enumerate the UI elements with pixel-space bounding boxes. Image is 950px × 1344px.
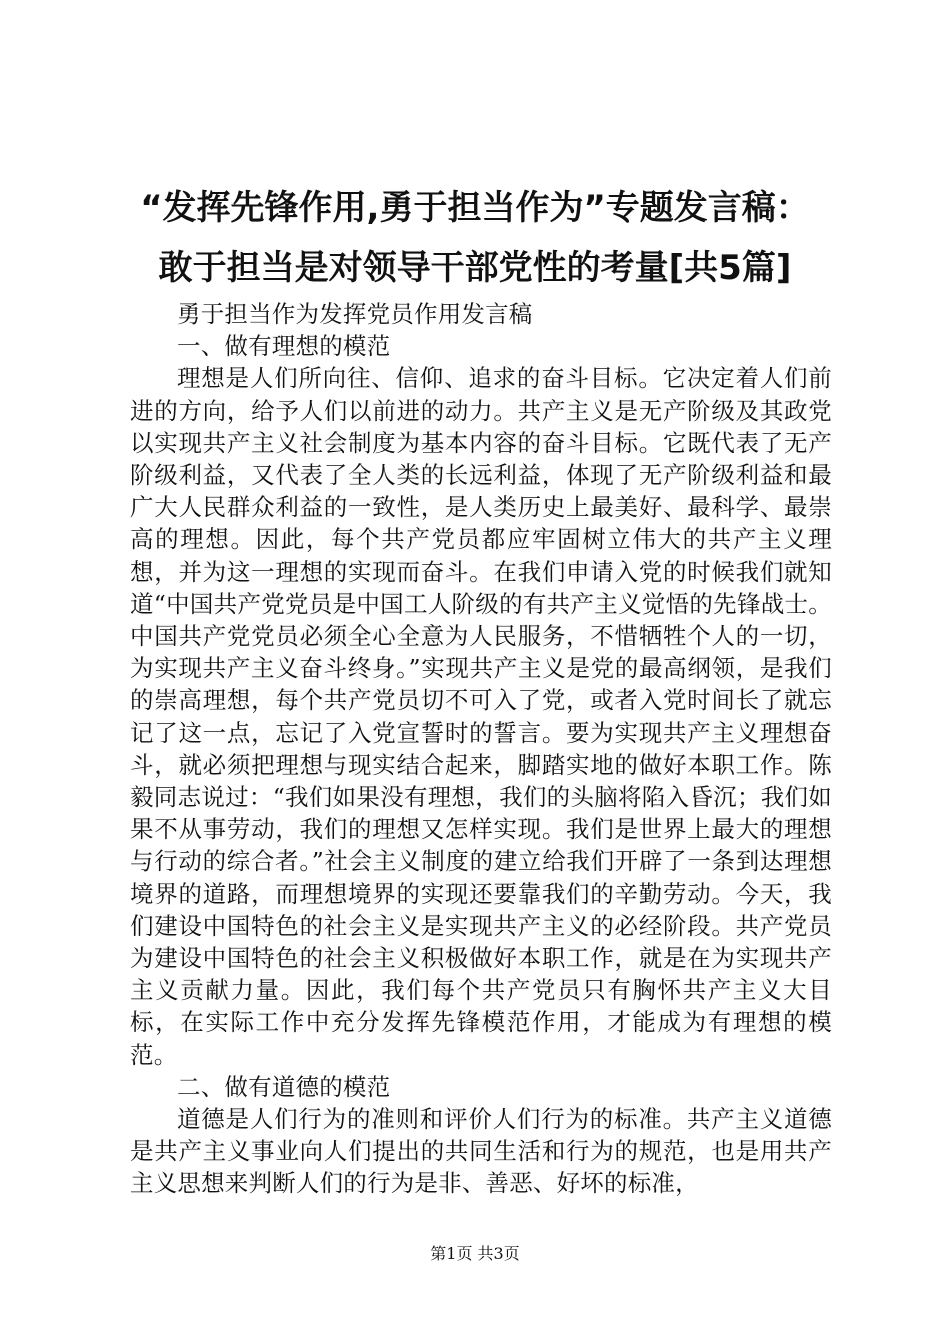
section-2-paragraph: 道德是人们行为的准则和评价人们行为的标准。共产主义道德是共产主义事业向人们提出的共同生活和行为的规范，也是用共产主义思想来判断人们的行为是非、善恶、好坏的标准， [130,1105,832,1198]
section-1-heading: 一、做有理想的模范 [177,332,391,361]
section-2-heading: 二、做有道德的模范 [177,1072,391,1101]
document-subtitle: 勇于担当作为发挥党员作用发言稿 [177,300,533,328]
section-1-paragraph: 理想是人们所向往、信仰、追求的奋斗目标。它决定着人们前进的方向，给予人们以前进的动力。共产主义是无产阶级及其政党以实现共产主义社会制度为基本内容的奋斗目标。它既代表了无产阶级利益，又代表了全人类的长远利益，体现了无产阶级利益和最广大人民群众利益的一致性，是人类历史上最美好、最科学、最崇高的理想。因此，每个共产党员都应牢固树立伟大的共产主义理想，并为这一理想的实现而奋斗。在我们申请入党的时候我们就知道“中国共产党党员是中国工人阶级的有共产主义觉悟的先锋战士。中国共产党党员必须全心全意为人民服务，不惜牺牲个人的一切，为实现共产主义奋斗终身。”实现共产主义是党的最高纲领，是我们的崇高理想，每个共产党员切不可入了党，或者入党时间长了就忘记了这一点，忘记了入党宣誓时的誓言。要为实现共产主义理想奋斗，就必须把理想与现实结合起来，脚踏实地的做好本职工作。陈毅同志说过：“我们如果没有理想，我们的头脑将陷入昏沉；我们如果不从事劳动，我们的理想又怎样实现。我们是世界上最大的理想与行动的综合者。”社会主义制度的建立给我们开辟了一条到达理想境界的道路，而理想境界的实现还要靠我们的辛勤劳动。今天，我们建设中国特色的社会主义是实现共产主义的必经阶段。共产党员为建设中国特色的社会主义积极做好本职工作，就是在为实现共产主义贡献力量。因此，我们每个共产党员只有胸怀共产主义大目标，在实际工作中充分发挥先锋模范作用，才能成为有理想的模范。 [130,364,832,1069]
document-title-line-2: 敢于担当是对领导干部党性的考量[共5篇] [158,248,792,288]
page-number-footer: 第1页 共3页 [430,1244,520,1263]
document-body [130,298,832,1200]
document-title-line-1: “发挥先锋作用,勇于担当作为”专题发言稿： [140,188,810,228]
